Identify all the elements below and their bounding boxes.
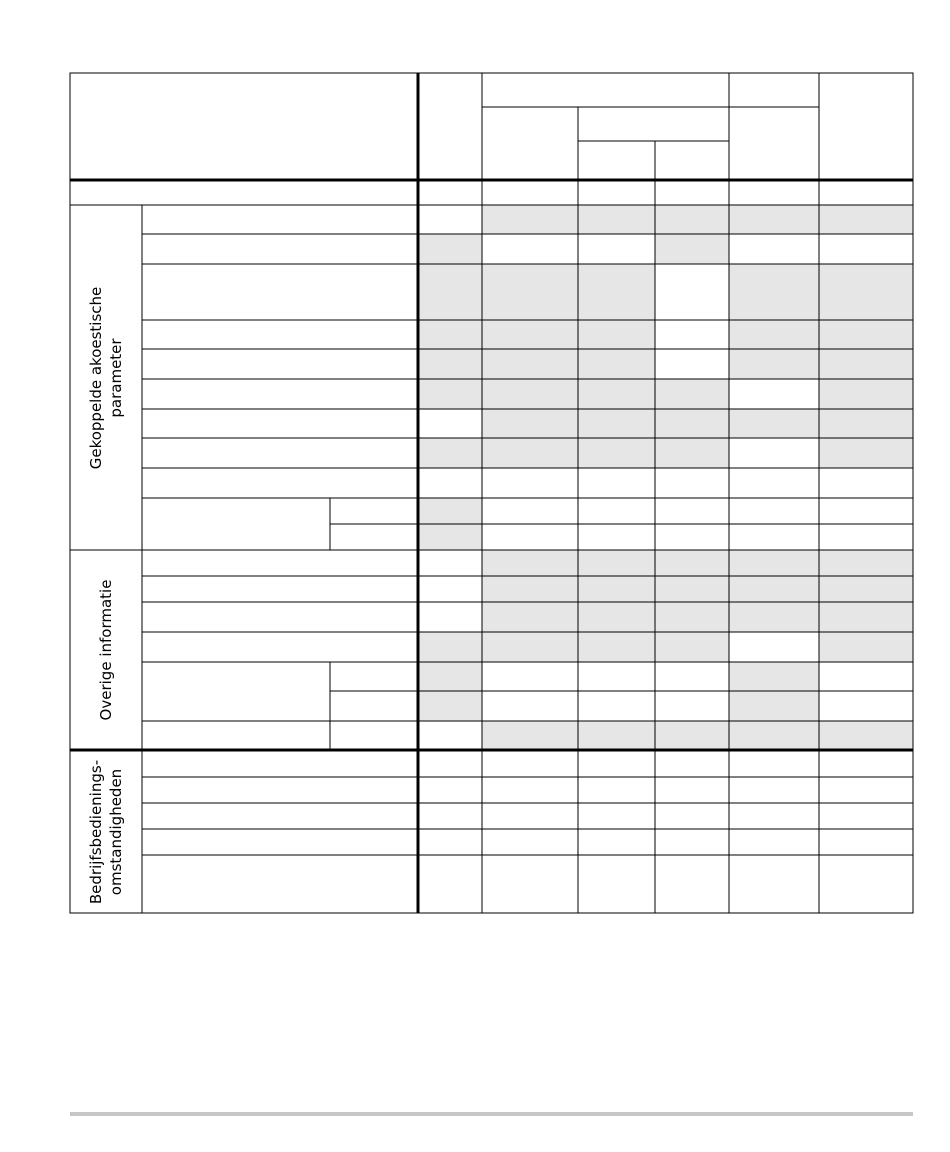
shaded-cell xyxy=(655,438,729,468)
shaded-cell xyxy=(418,234,482,264)
shaded-cell xyxy=(578,349,655,379)
shaded-cell xyxy=(655,205,729,234)
shaded-cell xyxy=(418,691,482,721)
shaded-cell xyxy=(482,379,578,409)
shaded-cell xyxy=(655,379,729,409)
shaded-cell xyxy=(482,438,578,468)
shaded-cell xyxy=(418,320,482,349)
shaded-cell xyxy=(819,205,913,234)
shaded-cell xyxy=(578,550,655,576)
shaded-cell xyxy=(482,721,578,750)
shaded-cell xyxy=(819,550,913,576)
g3-line-1: Bedrijfsbedienings- xyxy=(87,759,105,904)
shaded-cell xyxy=(729,205,819,234)
shaded-cell xyxy=(655,409,729,438)
shaded-cell xyxy=(819,721,913,750)
shaded-cell xyxy=(482,349,578,379)
shaded-cell xyxy=(578,379,655,409)
shaded-cell xyxy=(482,409,578,438)
shaded-cell xyxy=(578,602,655,632)
shaded-cell xyxy=(819,264,913,320)
shaded-cell xyxy=(729,576,819,602)
shaded-cell xyxy=(482,264,578,320)
shaded-cell xyxy=(482,550,578,576)
g3-line-2: omstandigheden xyxy=(107,768,125,895)
shaded-cell xyxy=(418,632,482,662)
shaded-cell xyxy=(729,550,819,576)
shaded-cell xyxy=(729,662,819,691)
shaded-cell xyxy=(482,205,578,234)
footer-rule xyxy=(70,1112,913,1116)
shaded-cell xyxy=(819,576,913,602)
shaded-cell xyxy=(655,721,729,750)
shaded-cell xyxy=(418,498,482,524)
shaded-cell xyxy=(418,379,482,409)
shaded-cell xyxy=(819,379,913,409)
shaded-cell xyxy=(655,632,729,662)
shaded-cell xyxy=(655,576,729,602)
shaded-cell xyxy=(819,632,913,662)
shaded-cell xyxy=(578,438,655,468)
shaded-cell xyxy=(729,721,819,750)
shaded-cell xyxy=(819,320,913,349)
shaded-cell xyxy=(578,320,655,349)
shaded-cell xyxy=(418,524,482,550)
shaded-cell xyxy=(729,264,819,320)
shaded-cell xyxy=(418,438,482,468)
shaded-cell xyxy=(482,320,578,349)
shaded-cell xyxy=(655,550,729,576)
shaded-cell xyxy=(578,264,655,320)
shaded-cell xyxy=(418,349,482,379)
shaded-cell xyxy=(819,438,913,468)
shaded-cell xyxy=(578,576,655,602)
shaded-cell xyxy=(578,409,655,438)
shaded-cell xyxy=(729,602,819,632)
shaded-cell xyxy=(482,632,578,662)
shaded-cell xyxy=(729,349,819,379)
shaded-cell xyxy=(819,349,913,379)
group-label-overige-informatie xyxy=(96,580,116,721)
shaded-cell xyxy=(729,320,819,349)
shaded-cell xyxy=(482,576,578,602)
shaded-cell xyxy=(729,409,819,438)
shaded-cell xyxy=(578,632,655,662)
shaded-cell xyxy=(729,691,819,721)
shaded-cell xyxy=(819,409,913,438)
group-label-bedrijfsbedieningsomstandigheden xyxy=(86,759,126,903)
group-label-akoestische-parameter xyxy=(86,286,126,469)
shaded-cell xyxy=(819,602,913,632)
shaded-cell xyxy=(418,264,482,320)
table-border xyxy=(70,73,913,913)
g2-line-1: Overige informatie xyxy=(97,579,115,721)
shaded-cell xyxy=(655,234,729,264)
g1-line-2: parameter xyxy=(107,337,125,418)
shaded-cell xyxy=(418,662,482,691)
shaded-cell xyxy=(578,205,655,234)
shaded-cell xyxy=(578,721,655,750)
shaded-cell xyxy=(655,602,729,632)
g1-line-1: Gekoppelde akoestische xyxy=(87,286,105,469)
shaded-cell xyxy=(482,602,578,632)
